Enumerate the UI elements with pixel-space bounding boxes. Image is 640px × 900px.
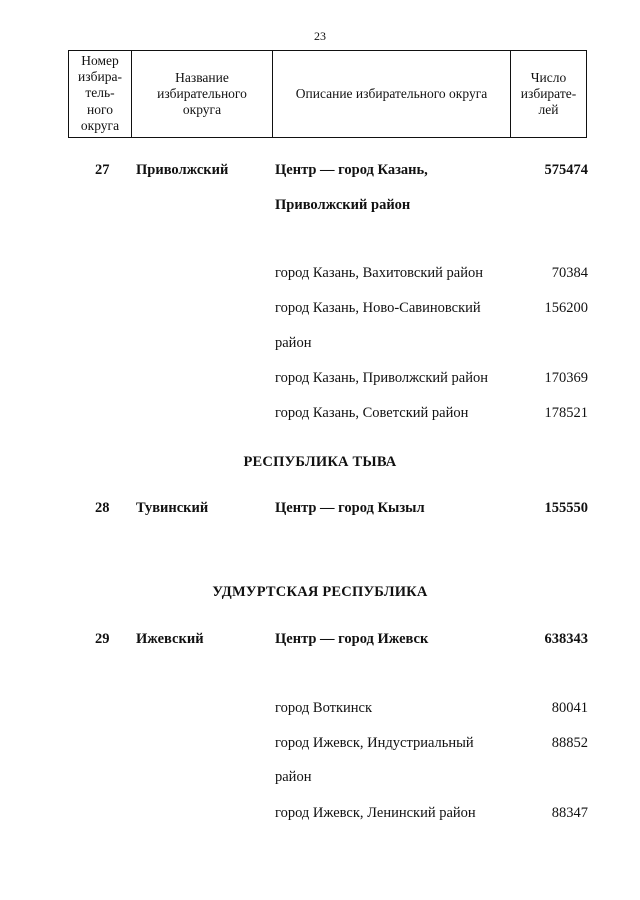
district-part: город Воткинск (275, 700, 373, 716)
district-part-voters: 70384 (551, 265, 588, 281)
district-center: Центр — город Ижевск (275, 631, 429, 647)
district-center: Центр — город Кызыл (275, 500, 425, 516)
region-heading: РЕСПУБЛИКА ТЫВА (243, 454, 397, 470)
district-part: город Казань, Ново-Савиновский (275, 300, 481, 316)
district-center: Центр — город Казань, (275, 162, 428, 178)
district-number: 27 (95, 162, 110, 178)
district-voters: 575474 (544, 162, 588, 178)
district-part: город Казань, Вахитовский район (275, 265, 483, 281)
district-part-voters: 88852 (551, 735, 588, 751)
header-number-column: Номер избира- тель- ного округа (69, 51, 132, 138)
header-description-column: Описание избирательного округа (273, 51, 511, 138)
district-part: город Казань, Приволжский район (275, 370, 488, 386)
table-header (68, 50, 587, 138)
district-name: Тувинский (136, 500, 209, 516)
district-part-voters: 80041 (551, 700, 588, 716)
district-voters: 638343 (544, 631, 588, 647)
district-part: город Ижевск, Индустриальный (275, 735, 474, 751)
header-voters-column: Число избирате- лей (511, 51, 587, 138)
district-part: район (275, 335, 312, 351)
district-part: район (275, 769, 312, 785)
header-name-column: Название избирательного округа (132, 51, 273, 138)
page-number: 23 (314, 29, 326, 43)
district-number: 29 (95, 631, 110, 647)
district-part-voters: 170369 (544, 370, 588, 386)
district-number: 28 (95, 500, 110, 516)
district-part-voters: 156200 (544, 300, 588, 316)
district-name: Ижевский (136, 631, 204, 647)
district-center: Приволжский район (275, 197, 411, 213)
district-part-voters: 88347 (551, 805, 588, 821)
region-heading: УДМУРТСКАЯ РЕСПУБЛИКА (212, 584, 428, 600)
district-name: Приволжский (136, 162, 229, 178)
district-part-voters: 178521 (544, 405, 588, 421)
district-part: город Казань, Советский район (275, 405, 469, 421)
district-part: город Ижевск, Ленинский район (275, 805, 476, 821)
district-voters: 155550 (544, 500, 588, 516)
